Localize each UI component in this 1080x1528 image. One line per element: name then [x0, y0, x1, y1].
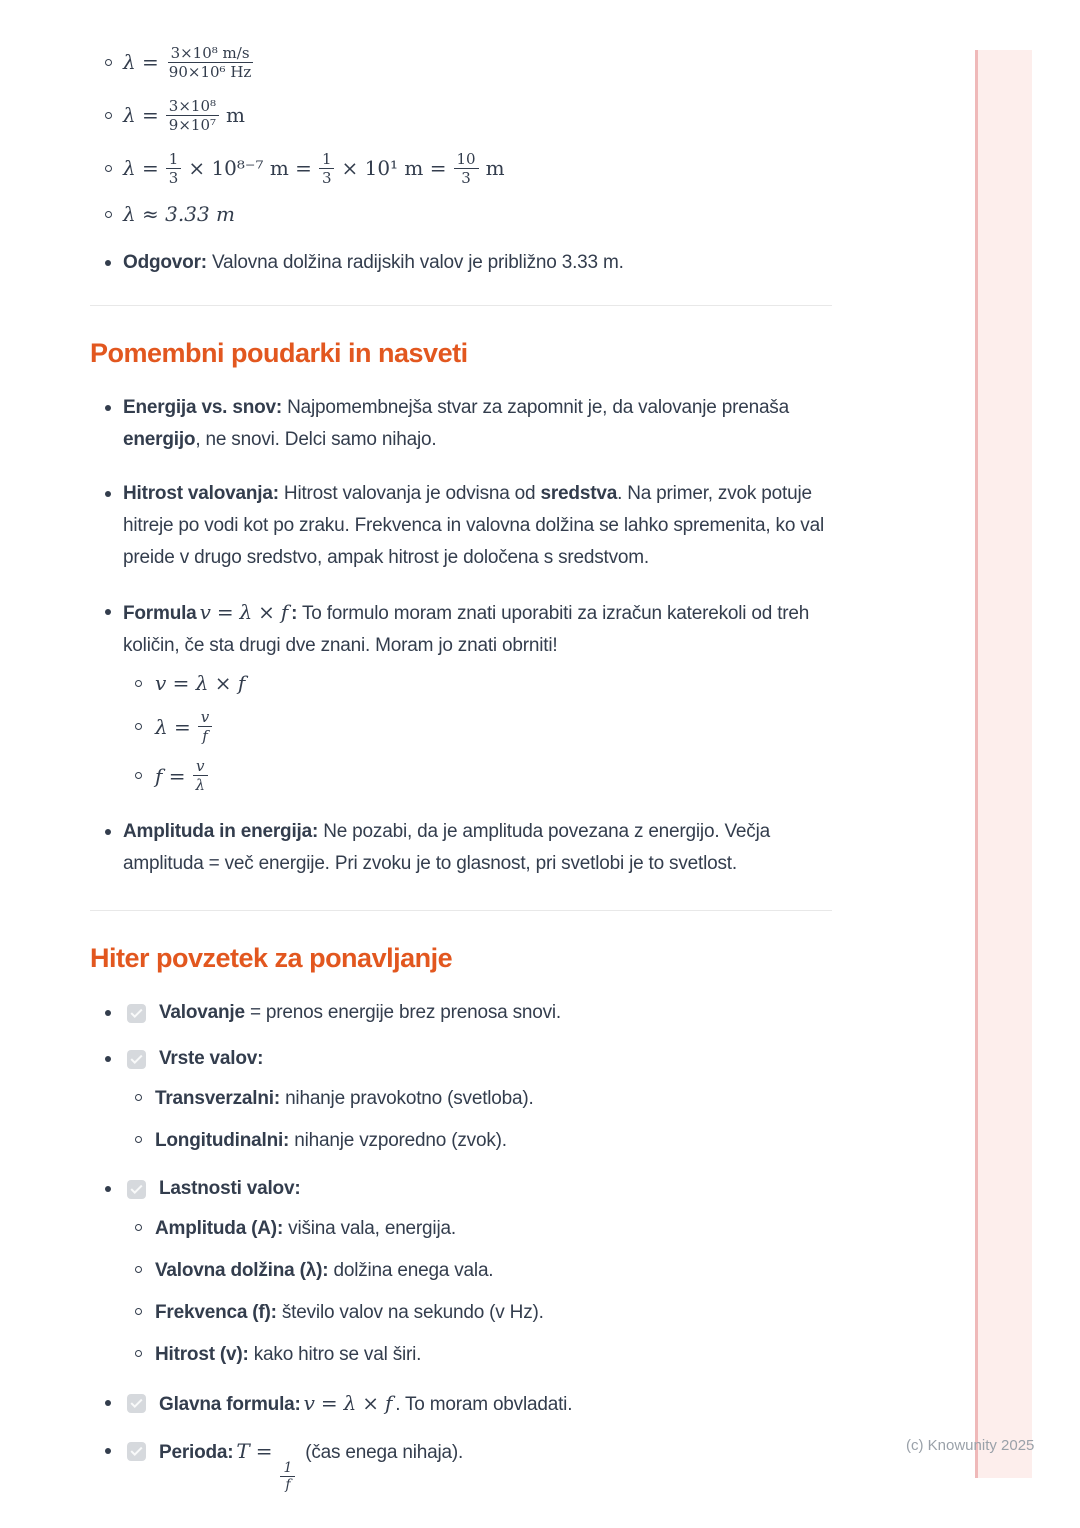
sub-list-item: Amplituda (A): višina vala, energija. — [135, 1213, 832, 1245]
checkbox-checked-icon — [127, 1394, 146, 1413]
fraction: $\frac{1}{3}$ — [319, 150, 335, 187]
circle-bullet-icon — [105, 211, 112, 218]
section-divider — [90, 305, 832, 306]
fraction: $\frac{10}{3}$ — [454, 150, 479, 187]
checklist-item: Perioda: T = $\frac{1}{f}$ (čas enega nihaja). — [90, 1435, 832, 1493]
circle-bullet-icon — [135, 723, 142, 730]
bullet-icon — [105, 829, 111, 835]
sub-list-item — [135, 757, 832, 794]
section-title-summary: Hiter povzetek za ponavljanje — [90, 943, 453, 973]
bullet-icon — [105, 1400, 111, 1406]
watermark: (c) Knowunity 2025 — [906, 1437, 1035, 1454]
checklist-group — [90, 1043, 832, 1157]
list-item: Amplituda in energija: Ne pozabi, da je amplituda povezana z energijo. Večja amplituda = več energije. Pri zvoku je to glasnost, pri svetlobi je to svetlost. — [90, 816, 832, 880]
calc-step — [90, 93, 832, 137]
calculation-steps — [90, 40, 832, 229]
sub-list-item: Hitrost (v): kako hitro se val širi. — [135, 1339, 832, 1371]
formula — [123, 201, 235, 227]
checklist-item: Lastnosti valov: — [90, 1173, 832, 1205]
sub-list-item: Longitudinalni: nihanje vzporedno (zvok). — [135, 1125, 832, 1157]
highlight-strip — [975, 50, 1032, 1478]
inline-formula: v = λ × f — [303, 1391, 393, 1415]
circle-bullet-icon — [135, 1224, 142, 1231]
answer-item — [90, 247, 832, 279]
bullet-icon — [105, 405, 111, 411]
checklist-item: Valovanje = prenos energije brez prenosa snovi. — [90, 997, 832, 1029]
circle-bullet-icon — [135, 1308, 142, 1315]
formula: f = $\frac{v}{\lambda}$ — [155, 757, 208, 794]
bullet-icon — [105, 1186, 111, 1192]
fraction: $\frac{1}{3}$ — [166, 150, 182, 187]
list-item-with-subs — [90, 596, 832, 794]
formula: λ = $\frac{v}{f}$ — [155, 708, 212, 745]
formula-mid: × 10¹ m = — [341, 156, 447, 180]
calc-step — [90, 199, 832, 229]
formula — [123, 97, 245, 134]
fraction: $\frac{v}{\lambda}$ — [193, 757, 209, 794]
formula: v = λ × f — [155, 671, 246, 695]
checklist-sub-list — [90, 1213, 832, 1371]
checkbox-checked-icon — [127, 1004, 146, 1023]
circle-bullet-icon — [135, 772, 142, 779]
document-content — [90, 40, 832, 1507]
sub-list-item — [135, 670, 832, 696]
list-item: Formula v = λ × f : To formulo moram znati uporabiti za izračun katerekoli od treh količin, če sta drugi dve znani. Moram jo znati obrniti! — [90, 596, 832, 662]
checklist-group — [90, 1173, 832, 1371]
circle-bullet-icon — [135, 1094, 142, 1101]
checklist-sub-list — [90, 1083, 832, 1157]
circle-bullet-icon — [105, 165, 112, 172]
formula-unit: m — [226, 103, 245, 127]
formula — [123, 150, 505, 187]
checkbox-checked-icon — [127, 1442, 146, 1461]
section-divider — [90, 910, 832, 911]
sub-list-item — [135, 708, 832, 745]
formula-result: λ ≈ 3.33 m — [123, 202, 236, 226]
fraction: $\frac{\text{3×10⁸}}{\text{9×10⁷}}$ — [166, 97, 219, 134]
inline-formula: T = $\frac{1}{f}$ — [233, 1439, 300, 1463]
formula — [123, 44, 254, 81]
sub-list-item: Valovna dolžina (λ): dolžina enega vala. — [135, 1255, 832, 1287]
fraction: $\frac{1}{f}$ — [280, 1460, 295, 1493]
inline-formula: v = λ × f — [199, 600, 289, 624]
checklist-item: Vrste valov: — [90, 1043, 832, 1075]
answer-label: Odgovor: — [123, 252, 207, 273]
fraction: $\frac{\text{3×10⁸ m/s}}{\text{90×10⁶ Hz}}$ — [168, 43, 252, 81]
calc-step — [90, 146, 832, 190]
formula-lhs: λ = — [123, 103, 159, 127]
sub-list-item: Frekvenca (f): število valov na sekundo (v Hz). — [135, 1297, 832, 1329]
circle-bullet-icon — [135, 680, 142, 687]
checklist-item: Glavna formula: v = λ × f . To moram obvladati. — [90, 1387, 832, 1421]
answer-text: Odgovor: Valovna dolžina radijskih valov je približno 3.33 m. — [123, 252, 624, 273]
formula-lhs: λ = — [123, 50, 159, 74]
bullet-icon — [105, 609, 111, 615]
list-item: Energija vs. snov: Najpomembnejša stvar za zapomnit je, da valovanje prenaša energijo, ne snovi. Delci samo nihajo. — [90, 392, 832, 456]
circle-bullet-icon — [135, 1136, 142, 1143]
checkbox-checked-icon — [127, 1180, 146, 1199]
circle-bullet-icon — [135, 1350, 142, 1357]
bullet-icon — [105, 491, 111, 497]
checkbox-checked-icon — [127, 1050, 146, 1069]
bullet-icon — [105, 1056, 111, 1062]
calc-step — [90, 40, 832, 84]
formula-lhs: λ = — [123, 156, 159, 180]
circle-bullet-icon — [105, 59, 112, 66]
bullet-icon — [105, 260, 111, 266]
bullet-icon — [105, 1010, 111, 1016]
circle-bullet-icon — [135, 1266, 142, 1273]
section-title-highlights: Pomembni poudarki in nasveti — [90, 338, 468, 368]
formula-unit: m — [485, 156, 505, 180]
formula-sub-list — [90, 670, 832, 794]
fraction: $\frac{v}{f}$ — [198, 708, 212, 745]
sub-list-item: Transverzalni: nihanje pravokotno (svetloba). — [135, 1083, 832, 1115]
list-item: Hitrost valovanja: Hitrost valovanja je odvisna od sredstva. Na primer, zvok potuje hitreje po vodi kot po zraku. Frekvenca in valovna dolžina se lahko spremenita, ko val preide v drugo sredstvo, ampak hitrost je določena s sredstvom. — [90, 478, 832, 574]
bullet-icon — [105, 1448, 111, 1454]
formula-mid: × 10⁸⁻⁷ m = — [188, 156, 312, 180]
circle-bullet-icon — [105, 112, 112, 119]
